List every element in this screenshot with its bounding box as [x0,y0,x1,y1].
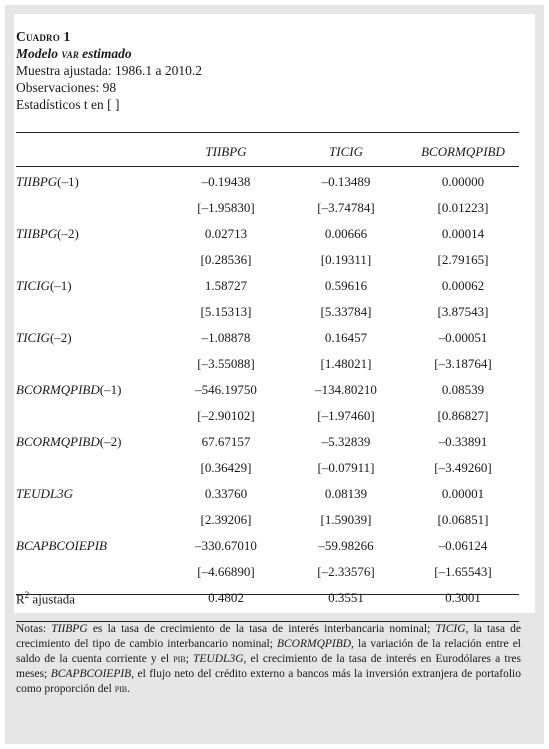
title-part: estimado [78,46,132,61]
table-cell: [3.87543] [437,304,489,319]
table-cell: [0.36429] [200,460,252,475]
table-row [16,532,519,558]
table-row [16,454,519,480]
row-label-lag: (–1) [99,382,122,397]
table-cell: 0.00001 [441,486,485,501]
notes-abbr: pib [114,683,128,695]
top-rule [16,132,519,133]
table-row [16,324,519,350]
table-cell: –0.19438 [201,174,251,189]
table-row [16,506,519,532]
table-row [16,480,519,506]
notes-text: ; [185,653,194,665]
notes-text: el crecimiento de la tasa de interés en Eurodólares a tres meses; [16,653,521,680]
table-cell: 0.08539 [441,382,485,397]
notes-text: el flujo neto del crédito externo a bancos más la inversión extranjera de portafolio como proporción del [16,668,521,695]
r2-value: 0.3551 [328,590,364,605]
table-cell: [5.15313] [200,304,252,319]
table-cell: [0.01223] [437,200,489,215]
notes-text: es la tasa de crecimiento de la tasa de interés interbancaria nominal; [87,623,436,635]
table-cell: [–3.74784] [317,200,375,215]
table-cell: –5.32839 [321,434,371,449]
row-label [16,538,107,554]
row-label-lag: (–1) [57,174,79,189]
column-header: TICIG [329,144,363,159]
notes-text: . [127,683,131,695]
table-cell: [1.59039] [320,512,372,527]
table-row [16,220,519,246]
r2-label [16,590,75,607]
table-cell: [–1.95830] [197,200,255,215]
table-cell: [0.86827] [437,408,489,423]
table-cell: [0.28536] [200,252,252,267]
r2-rule [16,594,519,595]
table-row [16,402,519,428]
row-label-lag: (–2) [57,226,79,241]
table-row [16,194,519,220]
table-cell: [–4.66890] [197,564,255,579]
table-title [16,45,202,62]
row-label-var: TIIBPG [16,174,58,189]
notes-text: la tasa de crecimiento del tipo de cambio interbancario nominal; [16,623,521,650]
notes-text: Notas: [16,623,52,635]
notes-abbr: pib [173,653,186,665]
notes-var: TICIG, [435,623,469,635]
notes-var: TEUDL3G, [193,653,247,665]
table-cell: 0.02713 [204,226,248,241]
table-cell: –0.33891 [438,434,488,449]
r2-row [16,584,519,610]
table-cell: [0.19311] [320,252,372,267]
table-cell: –546.19750 [195,382,257,397]
table-cell: [–2.90102] [197,408,255,423]
notes-text: la variación de la relación entre el saldo de la cuenta corriente y el [16,638,521,665]
row-label [16,330,72,346]
row-label [16,278,72,294]
table-label: Cuadro 1 [16,29,71,44]
var-table [16,134,519,610]
row-label [16,174,79,190]
table-cell: –0.06124 [438,538,488,553]
table-cell: 67.67157 [201,434,251,449]
r2-label-part: ajustada [29,591,76,607]
table-cell: 0.00062 [441,278,485,293]
row-label-lag: (–2) [49,330,72,345]
row-label-lag: (–2) [99,434,122,449]
table-cell: [–2.33576] [317,564,375,579]
row-label-var: TIIBPG [16,226,58,241]
row-label-var: TICIG [16,278,50,293]
table-cell: 0.00666 [324,226,368,241]
header-rule [16,166,519,167]
r2-value: 0.3001 [445,590,481,605]
title-smallcaps: var [61,46,79,61]
table-cell: 0.33760 [204,486,248,501]
table-notes [16,622,521,697]
r2-label-part: R [16,591,25,607]
tstats-note: Estadísticos t en [ ] [16,97,120,112]
title-part: Modelo [16,46,62,61]
table-cell: 0.59616 [324,278,368,293]
table-cell: [2.39206] [200,512,252,527]
table-cell: –1.08878 [201,330,251,345]
row-label-var: BCORMQPIBD [16,434,100,449]
table-cell: –0.13489 [321,174,371,189]
table-cell: [–3.18764] [434,356,492,371]
table-cell: 0.00000 [441,174,485,189]
table-row [16,168,519,194]
table-cell: 0.16457 [324,330,368,345]
table-row [16,246,519,272]
r2-value: 0.4802 [208,590,244,605]
notes-var: TIIBPG [51,623,88,635]
table-row [16,376,519,402]
notes-var: BCAPBCOIEPIB, [50,668,135,680]
notes-var: BCORMQPIBD, [276,638,354,650]
table-cell: [–1.65543] [434,564,492,579]
table-cell: [0.06851] [437,512,489,527]
column-header: BCORMQPIBD [421,144,505,159]
table-cell: 0.00014 [441,226,485,241]
table-cell: 1.58727 [204,278,248,293]
row-label-var: TEUDL3G [16,486,74,501]
table-cell: –59.98266 [318,538,374,553]
table-row [16,558,519,584]
row-label [16,434,121,450]
column-header-row [16,134,519,168]
row-label [16,382,121,398]
row-label [16,486,73,502]
table-cell: [1.48021] [320,356,372,371]
table-cell: [–3.49260] [434,460,492,475]
table-cell: –134.80210 [315,382,377,397]
table-cell: [5.33784] [320,304,372,319]
table-row [16,428,519,454]
table-cell: [–3.55088] [197,356,255,371]
table-row [16,298,519,324]
row-label-var: BCORMQPIBD [16,382,100,397]
table-cell: [–0.07911] [317,460,375,475]
table-cell: 0.08139 [324,486,368,501]
r2-label-sup: 2 [24,590,30,600]
table-row [16,272,519,298]
row-label-var: TICIG [16,330,50,345]
table-cell: [–1.97460] [317,408,375,423]
table-cell: [2.79165] [437,252,489,267]
table-header [16,28,202,113]
row-label-lag: (–1) [49,278,72,293]
table-row [16,350,519,376]
column-header: TIIBPG [205,144,247,159]
sample-range: Muestra ajustada: 1986.1 a 2010.2 [16,63,202,78]
row-label [16,226,79,242]
observations-count: Observaciones: 98 [16,80,117,95]
table-cell: –0.00051 [438,330,488,345]
row-label-var: BCAPBCOIEPIB [16,538,107,553]
table-cell: –330.67010 [195,538,257,553]
